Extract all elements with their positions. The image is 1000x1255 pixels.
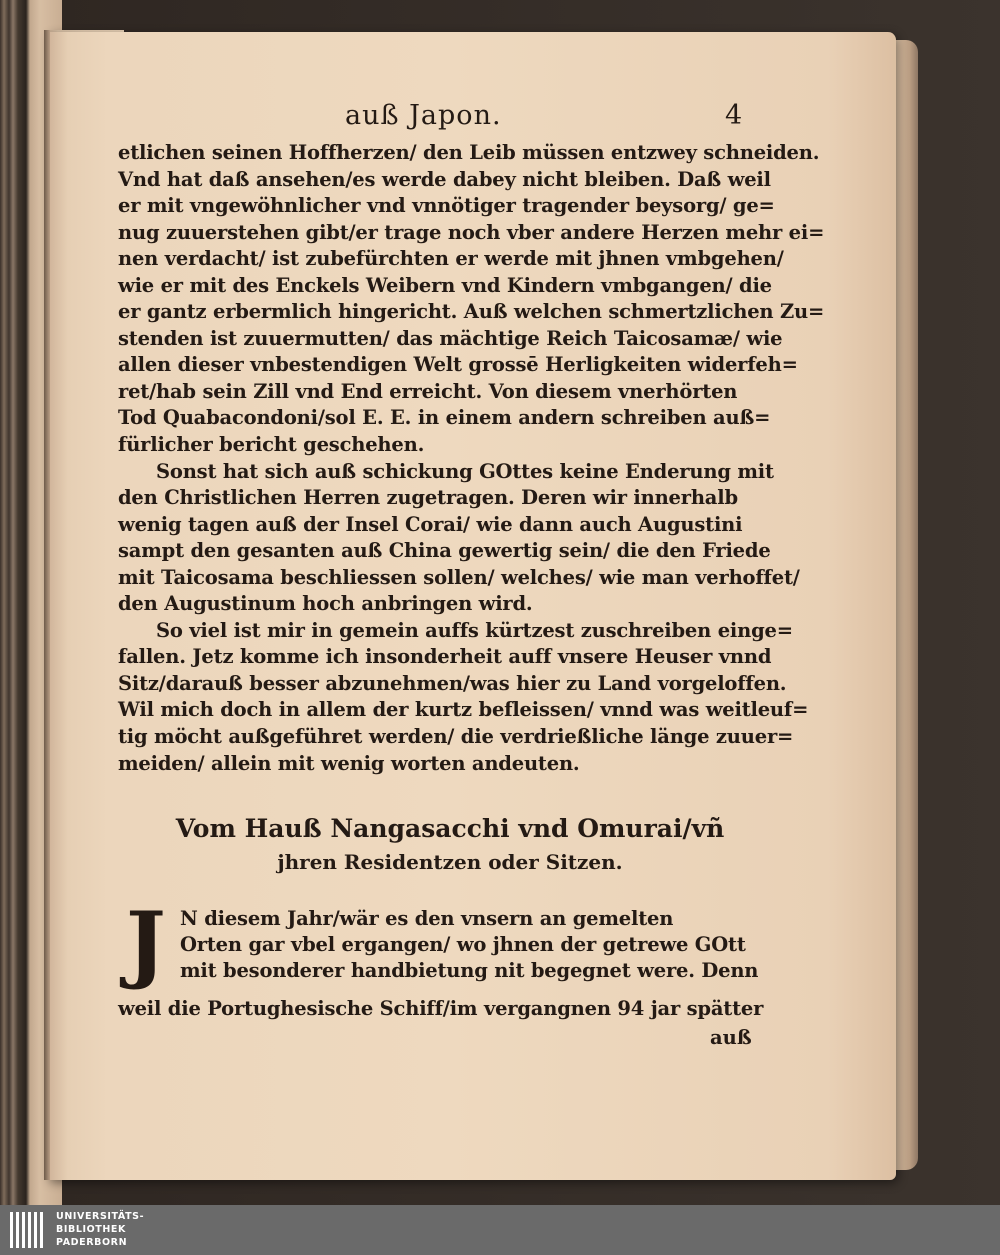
text-line: den Christlichen Herren zugetragen. Deren wir innerhalb [118, 486, 738, 510]
text-line: sampt den gesanten auß China gewertig sein/ die den Friede [118, 539, 771, 563]
logo-line: BIBLIOTHEK [56, 1224, 126, 1235]
text-line: Sonst hat sich auß schickung GOttes keine Enderung mit [156, 459, 774, 483]
library-logo-text [56, 1210, 144, 1249]
text-line: tig möcht außgeführet werden/ die verdrießliche länge zuuer= [118, 725, 794, 749]
text-line: wenig tagen auß der Insel Corai/ wie dann auch Augustini [118, 512, 743, 536]
section-heading [170, 812, 730, 878]
text-line: Orten gar vbel ergangen/ wo jhnen der getrewe GOtt [180, 933, 746, 956]
spine-gutter [44, 30, 50, 1180]
library-logo-icon [8, 1209, 48, 1251]
text-line: wie er mit des Enckels Weibern vnd Kindern vmbgangen/ die [118, 273, 772, 297]
catchword: auß [710, 1026, 752, 1049]
text-line: etlichen seinen Hoffherzen/ den Leib müssen entzwey schneiden. [118, 141, 820, 164]
text-line: mit besonderer handbietung nit begegnet were. Denn [180, 959, 759, 982]
page-number: 4 [725, 100, 743, 131]
text-line: den Augustinum hoch anbringen wird. [118, 592, 533, 616]
text-line: meiden/ allein mit wenig worten andeuten. [118, 751, 580, 775]
text-line: mit Taicosama beschliessen sollen/ welches/ wie man verhoffet/ [118, 565, 800, 589]
text-line: Sitz/darauß besser abzunehmen/was hier zu Land vorgeloffen. [118, 671, 787, 695]
text-line: er mit vngewöhnlicher vnd vnnötiger tragender beysorg/ ge= [118, 194, 775, 218]
heading-line: Vom Hauß Nangasacchi vnd Omurai/vñ [175, 814, 725, 843]
text-line: nen verdacht/ ist zubefürchten er werde mit jhnen vmbgehen/ [118, 247, 784, 271]
text-line: stenden ist zuuermutten/ das mächtige Reich Taicosamæ/ wie [118, 326, 783, 350]
paragraph-continued [118, 996, 764, 1023]
text-line: ret/hab sein Zill vnd End erreicht. Von diesem vnerhörten [118, 379, 738, 403]
text-line: Tod Quabacondoni/sol E. E. in einem andern schreiben auß= [118, 406, 771, 430]
decorated-initial: J [126, 893, 166, 992]
text-line: Vnd hat daß ansehen/es werde dabey nicht bleiben. Daß weil [118, 167, 771, 191]
heading-subline: jhren Residentzen oder Sitzen. [277, 850, 623, 874]
body-text [118, 140, 825, 777]
text-line: fallen. Jetz komme ich insonderheit auff vnsere Heuser vnnd [118, 645, 772, 669]
text-line: er gantz erbermlich hingericht. Auß welchen schmertzlichen Zu= [118, 300, 825, 324]
text-line: weil die Portughesische Schiff/im vergangnen 94 jar spätter [118, 997, 764, 1020]
text-line: Wil mich doch in allem der kurtz befleissen/ vnnd was weitleuf= [118, 698, 809, 722]
logo-line: PADERBORN [56, 1237, 128, 1248]
text-line: fürlicher bericht geschehen. [118, 433, 425, 457]
footer-bar [0, 1205, 1000, 1255]
paragraph-indented [180, 906, 760, 984]
text-line: nug zuuerstehen gibt/er trage noch vber andere Herzen mehr ei= [118, 220, 825, 244]
text-line: N diesem Jahr/wär es den vnsern an gemelten [180, 907, 674, 930]
logo-line: UNIVERSITÄTS- [56, 1211, 145, 1222]
running-head: auß Japon. [345, 100, 502, 131]
text-line: allen dieser vnbestendigen Welt grossē Herligkeiten widerfeh= [118, 353, 798, 377]
text-line: So viel ist mir in gemein auffs kürtzest zuschreiben einge= [156, 618, 793, 642]
